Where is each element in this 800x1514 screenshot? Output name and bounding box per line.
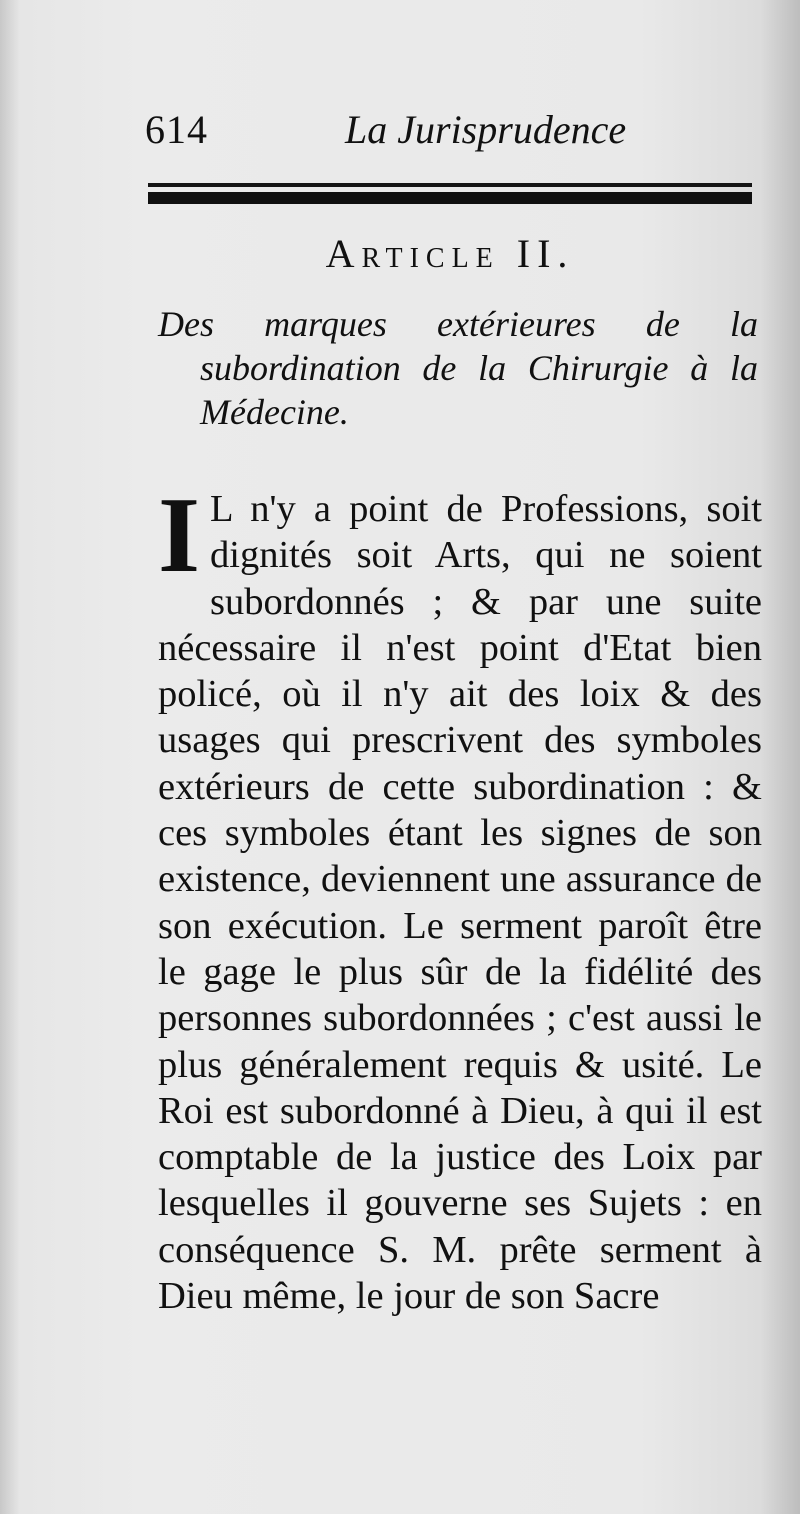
body-paragraph: L n'y a point de Professions, soit dignités soit Arts, qui ne soient subordonnés ; & par une suite nécessaire il n'est point d'Etat bien policé, où il n'y ait des loix & des usages qui prescrivent des symboles extérieurs de cette subordination : & ces symboles étant les signes de son existence, deviennent une assurance de son exécution. Le serment paroît être le gage le plus sûr de la fidélité des personnes subordonnées ; c'est aussi le plus généralement requis & usité. Le Roi est subordonné à Dieu, à qui il est comptable de la justice des Loix par lesquelles il gouverne ses Sujets : en conséquence S. M. prête serment à Dieu même, le jour de son Sacre — [158, 488, 762, 1318]
drop-cap: I — [158, 476, 201, 595]
page-number: 614 — [145, 107, 208, 152]
header-rule-thin — [148, 183, 752, 187]
article-heading: Article II. — [325, 231, 575, 276]
running-title: La Jurisprudence — [345, 107, 627, 152]
header-rule — [148, 183, 752, 207]
header-rule-thick — [148, 192, 752, 204]
article-subtitle: Des marques extérieures de la subordination de la Chirurgie à la Médecine. — [158, 304, 758, 432]
running-head — [145, 100, 655, 160]
body-text — [158, 476, 762, 1319]
